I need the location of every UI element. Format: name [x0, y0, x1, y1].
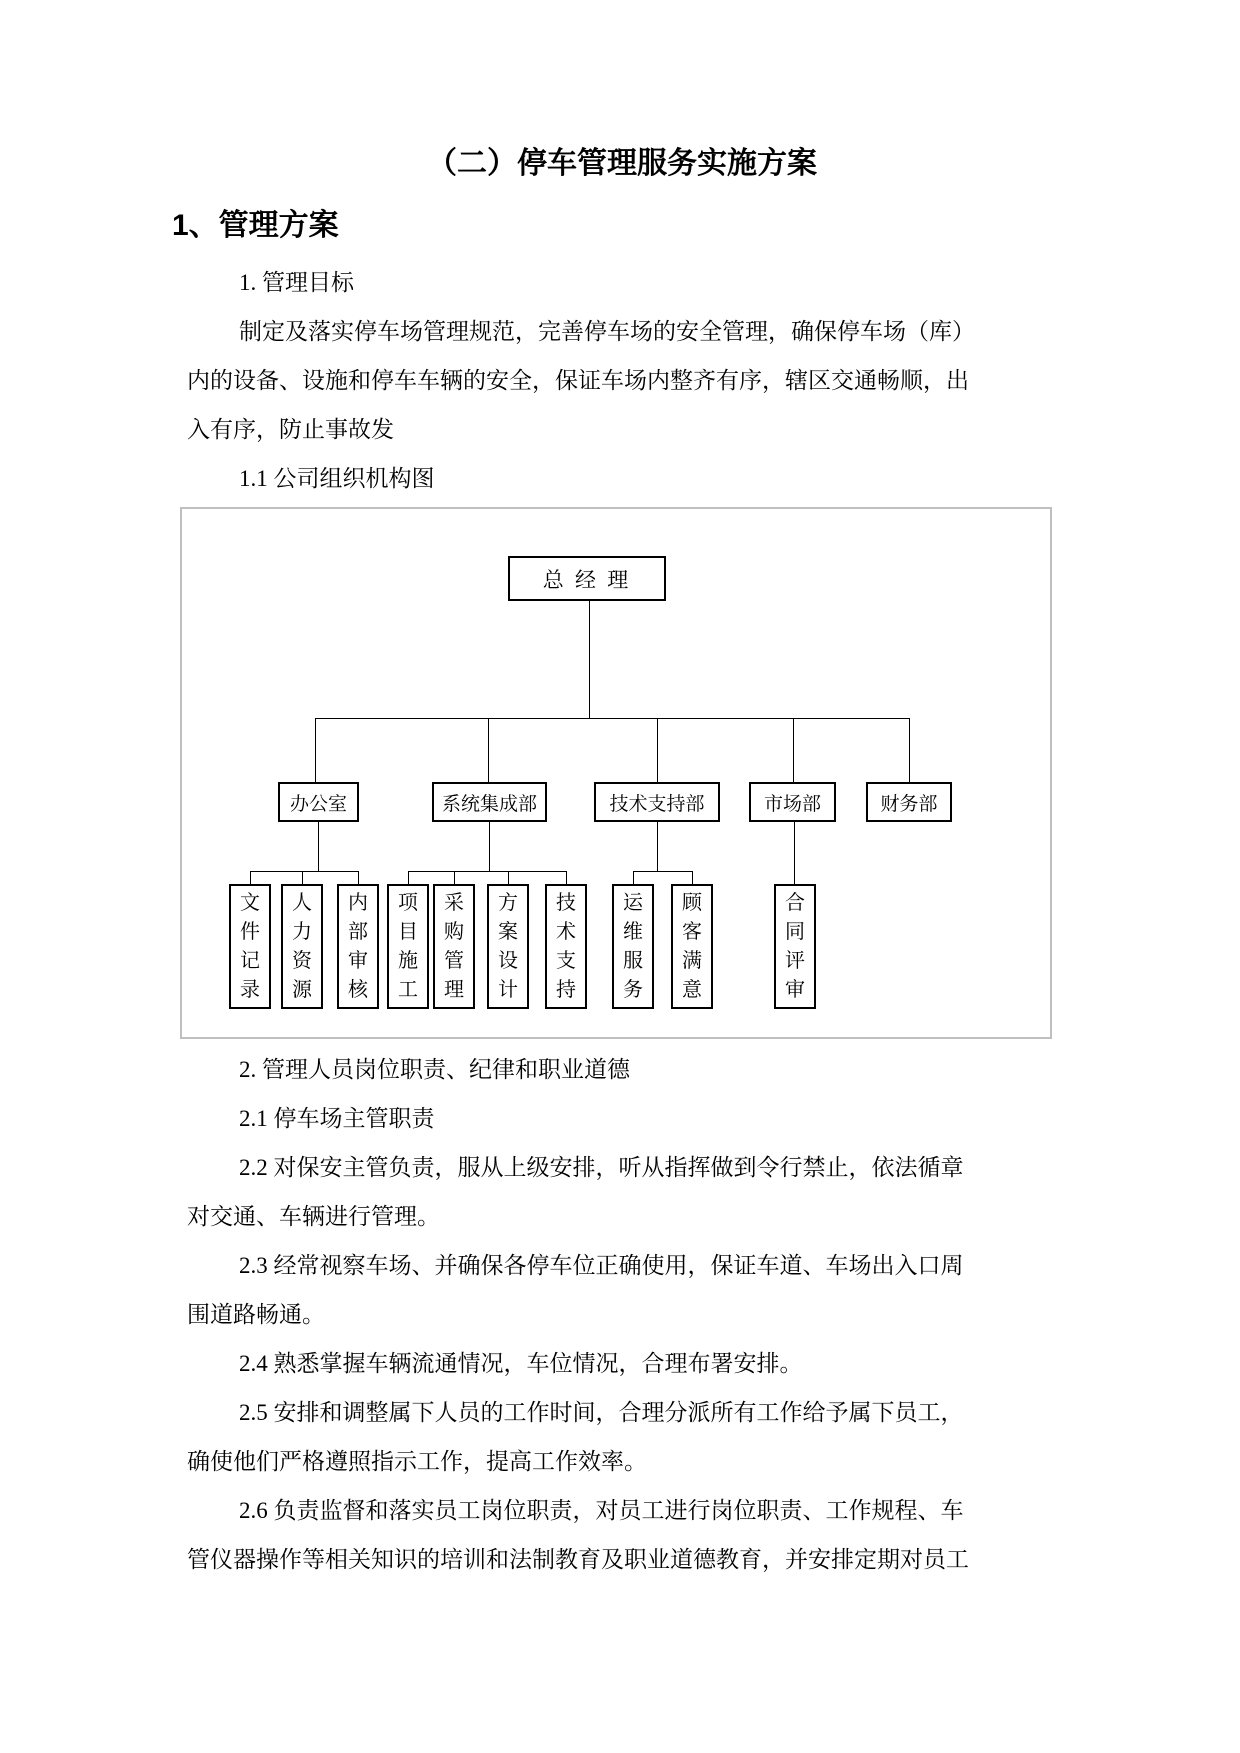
connector-line [633, 871, 692, 872]
connector-line [909, 718, 910, 782]
connector-line [794, 822, 795, 884]
body-line: 对交通、车辆进行管理。 [187, 1204, 440, 1229]
org-node-unit: 采 购 管 理 [433, 884, 475, 1009]
body-line: 2.5 安排和调整属下人员的工作时间，合理分派所有工作给予属下员工， [239, 1400, 964, 1425]
body-line: 2.2 对保安主管负责，服从上级安排，听从指挥做到令行禁止，依法循章 [239, 1155, 964, 1180]
body-line: 2.4 熟悉掌握车辆流通情况，车位情况，合理布署安排。 [239, 1351, 803, 1376]
connector-line [318, 822, 319, 871]
connector-line [454, 871, 455, 884]
org-node-unit: 顾 客 满 意 [671, 884, 713, 1009]
connector-line [657, 822, 658, 871]
body-line: 制定及落实停车场管理规范，完善停车场的安全管理，确保停车场（库） [239, 319, 975, 344]
connector-line [408, 871, 409, 884]
body-line: 2. 管理人员岗位职责、纪律和职业道德 [239, 1057, 630, 1082]
connector-line [250, 871, 251, 884]
org-node-department: 系统集成部 [432, 782, 547, 822]
body-line: 1. 管理目标 [239, 270, 354, 295]
connector-line [315, 718, 316, 782]
connector-line [657, 718, 658, 782]
org-node-unit: 项 目 施 工 [387, 884, 429, 1009]
org-node-unit: 人 力 资 源 [281, 884, 323, 1009]
connector-line [358, 871, 359, 884]
document-title: （二）停车管理服务实施方案 [427, 147, 817, 180]
document-body [172, 0, 1057, 1584]
body-line: 围道路畅通。 [187, 1302, 325, 1327]
section-heading: 1、管理方案 [172, 209, 339, 242]
org-node-unit: 内 部 审 核 [337, 884, 379, 1009]
body-line: 确使他们严格遵照指示工作，提高工作效率。 [187, 1449, 647, 1474]
body-line: 2.1 停车场主管职责 [239, 1106, 435, 1131]
body-line: 1.1 公司组织机构图 [239, 466, 435, 491]
org-node-root: 总 经 理 [508, 556, 666, 601]
org-node-unit: 文 件 记 录 [229, 884, 271, 1009]
connector-line [302, 871, 303, 884]
org-node-unit: 运 维 服 务 [612, 884, 654, 1009]
connector-line [633, 871, 634, 884]
org-node-department: 财务部 [866, 782, 952, 822]
paragraphs-after-chart [187, 1045, 1057, 1584]
body-line: 管仪器操作等相关知识的培训和法制教育及职业道德教育，并安排定期对员工 [187, 1547, 969, 1572]
org-node-unit: 技 术 支 持 [545, 884, 587, 1009]
connector-line [692, 871, 693, 884]
body-line: 2.3 经常视察车场、并确保各停车位正确使用，保证车道、车场出入口周 [239, 1253, 964, 1278]
connector-line [315, 718, 910, 719]
connector-line [408, 871, 566, 872]
connector-line [489, 822, 490, 871]
org-node-unit: 方 案 设 计 [487, 884, 529, 1009]
org-chart-figure [180, 507, 1052, 1039]
org-node-department: 市场部 [749, 782, 836, 822]
body-line: 内的设备、设施和停车车辆的安全，保证车场内整齐有序，辖区交通畅顺，出 [187, 368, 969, 393]
connector-line [508, 871, 509, 884]
connector-line [589, 601, 590, 718]
connector-line [488, 718, 489, 782]
connector-line [566, 871, 567, 884]
connector-line [793, 718, 794, 782]
org-node-unit: 合 同 评 审 [774, 884, 816, 1009]
body-line: 2.6 负责监督和落实员工岗位职责，对员工进行岗位职责、工作规程、车 [239, 1498, 964, 1523]
org-node-department: 技术支持部 [594, 782, 720, 822]
org-node-department: 办公室 [278, 782, 359, 822]
paragraphs-before-chart [187, 258, 1057, 503]
body-line: 入有序，防止事故发 [187, 417, 394, 442]
connector-line [250, 871, 359, 872]
